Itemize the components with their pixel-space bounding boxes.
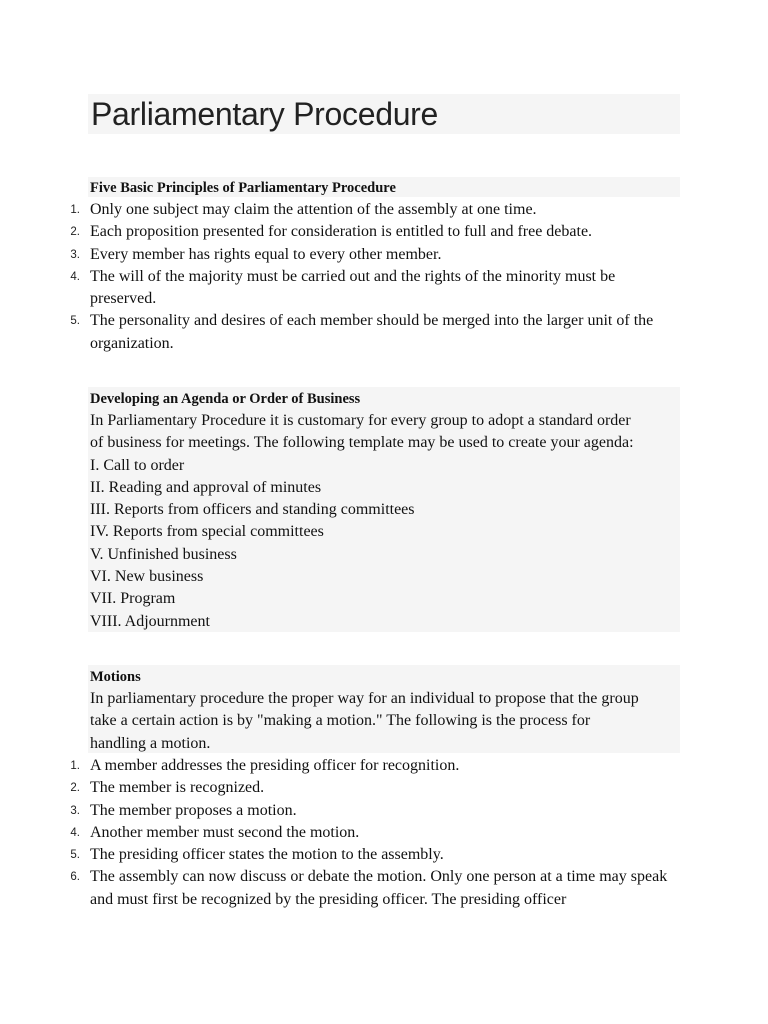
list-item-text: The will of the majority must be carried out and the rights of the minority must be preserved. (90, 267, 616, 308)
list-item-text: A member addresses the presiding officer for recognition. (90, 757, 460, 774)
motions-heading: Motions (90, 669, 141, 685)
motions-list-item (0, 866, 685, 911)
principles-list-item (0, 244, 685, 266)
list-item-number: 2. (70, 226, 80, 239)
list-item-text: The member proposes a motion. (90, 801, 297, 819)
agenda-line: V. Unfinished business (90, 545, 237, 563)
principles-list-item (0, 199, 685, 221)
motions-list-item (0, 755, 685, 777)
principles-list (0, 199, 768, 355)
list-item-number: 3. (70, 804, 80, 817)
list-item-text: Only one subject may claim the attention of the assembly at one time. (90, 201, 537, 218)
agenda-heading: Developing an Agenda or Order of Business (90, 391, 361, 407)
agenda-line: III. Reports from officers and standing committees (90, 501, 415, 519)
motions-intro-line: take a certain action is by "making a motion." The following is the process for (90, 712, 591, 730)
list-item-text: The personality and desires of each member should be merged into the larger unit of the organization. (90, 312, 654, 352)
agenda-line: II. Reading and approval of minutes (90, 478, 322, 496)
list-item-number: 2. (70, 782, 80, 795)
list-item-number: 4. (70, 826, 80, 839)
list-item-number: 6. (70, 871, 80, 884)
motions-intro-line: In parliamentary procedure the proper way for an individual to propose that the group (90, 690, 639, 707)
list-item-number: 5. (70, 849, 80, 862)
list-item-text: The presiding officer states the motion to the assembly. (90, 846, 444, 864)
principles-heading: Five Basic Principles of Parliamentary Procedure (90, 180, 396, 196)
list-item-text: Every member has rights equal to every other member. (90, 245, 442, 263)
principles-list-item (0, 310, 685, 355)
list-item-text: Another member must second the motion. (90, 823, 360, 841)
motions-list-item (0, 777, 685, 799)
agenda-body (90, 410, 682, 633)
agenda-line: In Parliamentary Procedure it is customary for every group to adopt a standard order (90, 412, 631, 429)
list-item-text: Each proposition presented for consideration is entitled to full and free debate. (90, 223, 593, 241)
list-item-number: 4. (70, 270, 80, 283)
motions-list-item (0, 844, 685, 866)
principles-list-item (0, 221, 685, 243)
list-item-number: 1. (70, 760, 80, 772)
motions-list-item (0, 800, 685, 822)
list-item-number: 1. (70, 204, 80, 216)
motions-intro-line: handling a motion. (90, 734, 211, 752)
agenda-line: I. Call to order (90, 456, 185, 474)
motions-list-item (0, 822, 685, 844)
list-item-number: 5. (70, 315, 80, 328)
agenda-line: VI. New business (90, 568, 204, 586)
principles-list-item (0, 266, 685, 311)
agenda-line: VIII. Adjournment (90, 612, 210, 630)
list-item-text: The member is recognized. (90, 779, 265, 797)
motions-list (0, 755, 768, 911)
agenda-line: VII. Program (90, 590, 176, 608)
motions-intro (90, 688, 682, 755)
agenda-line: IV. Reports from special committees (90, 523, 324, 541)
agenda-line: of business for meetings. The following template may be used to create your agenda: (90, 434, 634, 452)
page-title: Parliamentary Procedure (91, 96, 439, 132)
title-block (88, 94, 680, 134)
list-item-text: The assembly can now discuss or debate the motion. Only one person at a time may speak and must first be recognized by the presiding officer. The presiding officer (90, 868, 668, 908)
list-item-number: 3. (70, 248, 80, 261)
